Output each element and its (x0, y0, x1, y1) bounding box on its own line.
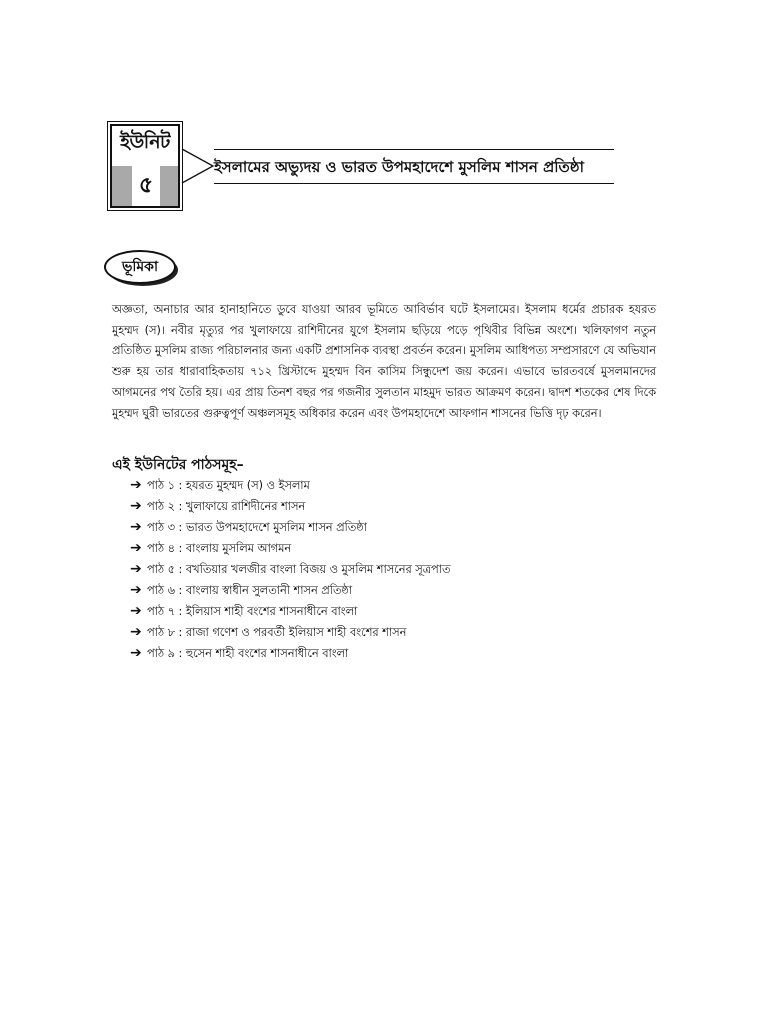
lesson-item (130, 496, 450, 517)
lesson-item (130, 622, 450, 643)
lesson-label: পাঠ ৪ : বাংলায় মুসলিম আগমন (147, 542, 292, 555)
lesson-label: পাঠ ৩ : ভারত উপমহাদেশে মুসলিম শাসন প্রতিষ্ঠা (147, 521, 367, 534)
lesson-item (130, 517, 450, 538)
arrow-right-icon: ➔ (130, 561, 142, 577)
arrow-right-icon: ➔ (130, 603, 142, 619)
lesson-label: পাঠ ৯ : হুসেন শাহী বংশের শাসনাধীনে বাংলা (147, 647, 349, 660)
arrow-right-icon: ➔ (130, 582, 142, 598)
chapter-title: ইসলামের অভ্যুদয় ও ভারত উপমহাদেশে মুসলিম শাসন প্রতিষ্ঠা (214, 158, 584, 176)
lesson-label: পাঠ ৭ : ইলিয়াস শাহী বংশের শাসনাধীনে বাংলা (147, 605, 358, 618)
unit-label: ইউনিট (120, 131, 170, 153)
arrow-right-icon: ➔ (130, 498, 142, 514)
intro-badge-label: ভূমিকা (104, 250, 176, 284)
intro-paragraph: অজ্ঞতা, অনাচার আর হানাহানিতে ডুবে যাওয়া আরব ভূমিতে আবির্ভাব ঘটে ইসলামের। ইসলাম ধর্মের প্রচারক হযরত মুহম্মদ (স)। নবীর মৃত্যুর পর খুলাফায়ে রাশিদীনের যুগে ইসলাম ছড়িয়ে পড়ে পৃথিবীর বিভিন্ন অংশে। খলিফাগণ নতুন প্রতিষ্ঠিত মুসলিম রাজ্য পরিচালনার জন্য একটি প্রশাসনিক ব্যবস্থা প্রবর্তন করেন। মুসলিম আধিপত্য সম্প্রসারণে যে অভিযান শুরু হয় তার ধারাবাহিকতায় ৭১২ খ্রিস্টাব্দে মুহম্মদ বিন কাসিম সিন্ধুদেশ জয় করেন। এভাবে ভারতবর্ষে মুসলমানদের আগমনের পথ তৈরি হয়। এর প্রায় তিনশ বছর পর গজনীর সুলতান মাহমুদ ভারত আক্রমণ করেন। দ্বাদশ শতকের শেষ দিকে মুহম্মদ ঘুরী ভারতের গুরুত্বপূর্ণ অঞ্চলসমূহ অধিকার করেন এবং উপমহাদেশে আফগান শাসনের ভিত্তি দৃঢ় করেন। (112, 303, 656, 420)
lesson-label: পাঠ ১ : হযরত মুহম্মদ (স) ও ইসলাম (147, 479, 310, 492)
unit-number: ৫ (132, 166, 160, 206)
lesson-list (130, 475, 450, 664)
title-rule-bottom (214, 183, 614, 184)
lessons-heading: এই ইউনিটের পাঠসমূহ– (112, 457, 244, 473)
lesson-item (130, 580, 450, 601)
lesson-item (130, 601, 450, 622)
lesson-label: পাঠ ৮ : রাজা গণেশ ও পরবর্তী ইলিয়াস শাহী বংশের শাসন (147, 626, 407, 639)
lesson-item (130, 475, 450, 496)
lesson-item (130, 559, 450, 580)
arrow-right-icon: ➔ (130, 645, 142, 661)
arrow-right-icon: ➔ (130, 519, 142, 535)
title-rule-top (214, 149, 614, 150)
lesson-item (130, 538, 450, 559)
lesson-label: পাঠ ৫ : বখতিয়ার খলজীর বাংলা বিজয় ও মুসলিম শাসনের সূত্রপাত (147, 563, 451, 576)
intro-badge (104, 250, 176, 286)
arrow-right-icon: ➔ (130, 477, 142, 493)
chevron-right-icon (181, 146, 215, 186)
arrow-right-icon: ➔ (130, 624, 142, 640)
lesson-label: পাঠ ২ : খুলাফায়ে রাশিদীনের শাসন (147, 500, 306, 513)
arrow-right-icon: ➔ (130, 540, 142, 556)
lesson-item (130, 643, 450, 664)
unit-badge (110, 124, 180, 208)
unit-number-panel (112, 166, 178, 206)
lesson-label: পাঠ ৬ : বাংলায় স্বাধীন সুলতানী শাসন প্রতিষ্ঠা (147, 584, 353, 597)
